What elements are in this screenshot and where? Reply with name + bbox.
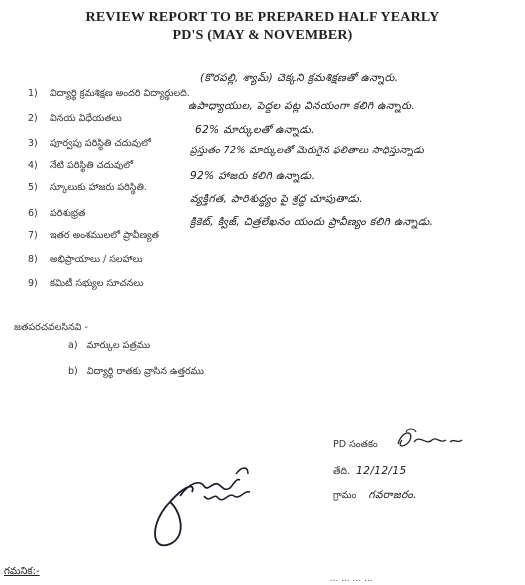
answer-5: 92% హాజరు కలిగి ఉన్నాడు.	[190, 170, 316, 182]
item-7: 7) ఇతర అంశములలో ప్రావీణ్యత	[28, 230, 159, 241]
pd-village: గ్రామం గవరాజరం.	[333, 489, 417, 501]
answer-6: వ్యక్తిగత, పారిశుద్ధ్యం పై శ్రద్ధ చూపుతాడు.	[190, 193, 364, 205]
answer-7: క్రికెట్, క్విజ్, చిత్రలేఖనం యందు ప్రావీణ్యం కలిగి ఉన్నాడు.	[190, 216, 434, 228]
report-title: REVIEW REPORT TO BE PREPARED HALF YEARLY	[85, 10, 440, 25]
answer-1: (కొరపల్లి, శ్యామ్) చెక్కని క్రమశిక్షణతో ఉన్నారు.	[200, 72, 399, 84]
answer-2: ఉపాధ్యాయుల, పెద్దల పట్ల వినయంగా కలిగి ఉన్నారు.	[188, 100, 416, 112]
committee-signature	[140, 462, 280, 552]
item-6: 6) పరిశుభ్రత	[28, 208, 86, 219]
report-subtitle: PD'S (MAY & NOVEMBER)	[172, 28, 353, 43]
enclosure-b: b) విద్యార్థి రాతకు వ్రాసిన ఉత్తరము	[68, 366, 204, 377]
item-9: 9) కమిటీ సభ్యుల సూచనలు	[28, 278, 144, 289]
pd-signature-label: PD సంతకం	[333, 439, 378, 450]
pd-signature	[392, 426, 472, 454]
item-4: 4) నేటి పరిస్థితి చదువులో	[28, 160, 133, 171]
item-3: 3) పూర్వపు పరిస్థితి చదువులో	[28, 138, 151, 149]
answer-3: 62% మార్కులతో ఉన్నాడు.	[195, 124, 315, 136]
answer-4: ప్రస్తుతం 72% మార్కులతో మెరుగైన ఫలితాలు సాధిస్తున్నాడు	[190, 145, 425, 156]
item-2: 2) వినయ విధేయతలు	[28, 113, 122, 124]
pd-date: తేది. 12/12/15	[333, 465, 407, 477]
pd-date-value: 12/12/15	[356, 465, 407, 477]
item-1: 1) విద్యార్థి క్రమశిక్షణ అందరి విద్యార్థులది.	[28, 88, 190, 99]
item-5: 5) స్కూలుకు హాజరు పరిస్థితి.	[28, 182, 147, 193]
enclosures-heading: జతపరచవలసినవి -	[14, 322, 88, 333]
item-8: 8) అభిప్రాయాలు / సలహాలు	[28, 254, 143, 265]
enclosure-a: a) మార్కుల పత్రము	[68, 340, 151, 351]
bottom-text: ... ... ... ...	[330, 574, 373, 584]
pd-village-value: గవరాజరం.	[368, 489, 417, 501]
note-label: గమనిక:-	[4, 566, 40, 577]
